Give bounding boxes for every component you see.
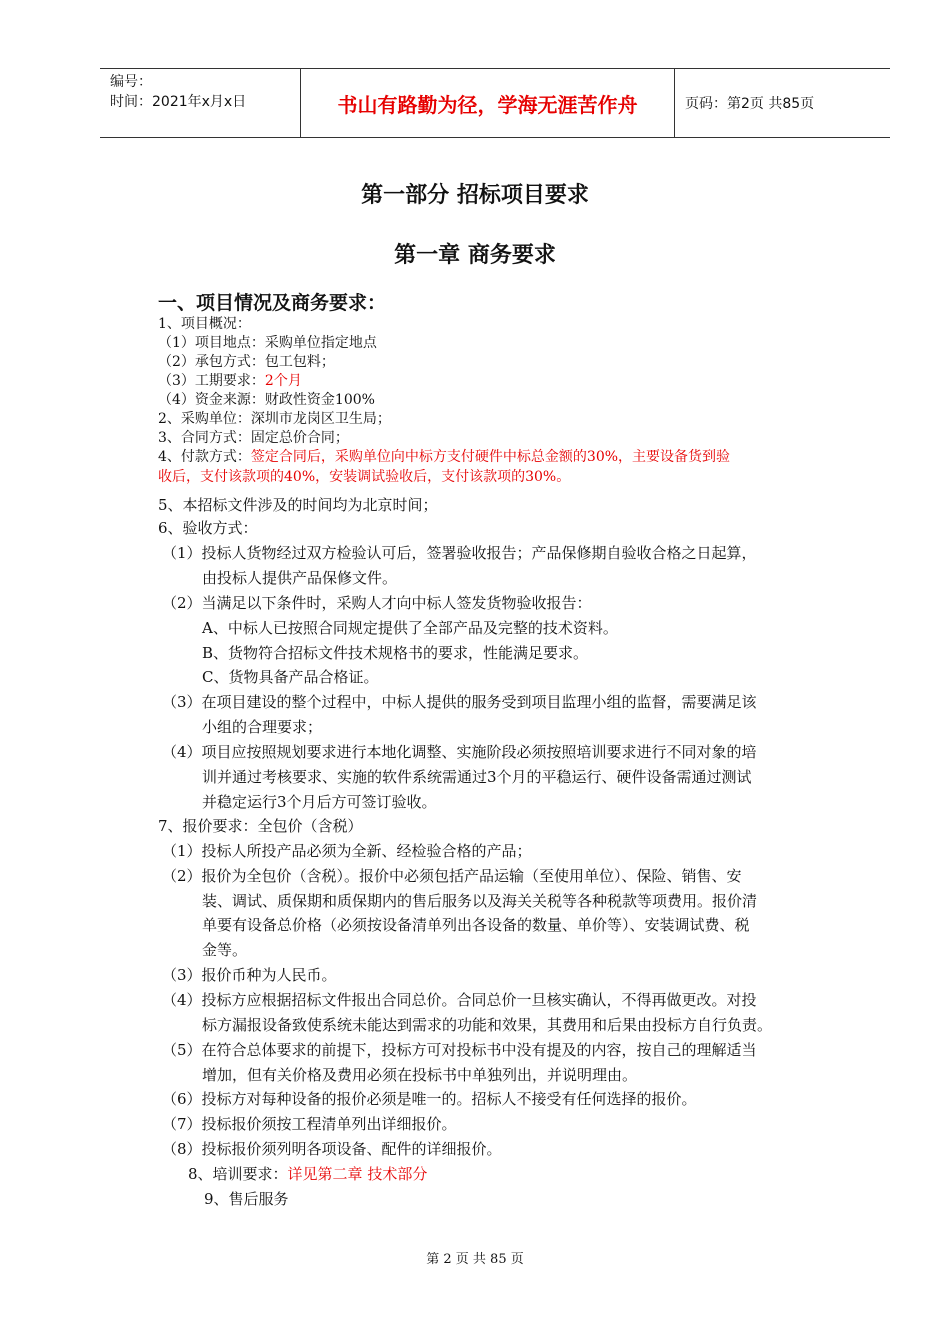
item-7-8: （8）投标报价须列明各项设备、配件的详细报价。 [162, 1140, 502, 1158]
item-7-4: （4）投标方应根据招标文件报出合同总价。合同总价一旦核实确认，不得再做更改。对投 [162, 991, 757, 1009]
item-6-4-cont2: 并稳定运行3个月后方可签订验收。 [202, 793, 437, 811]
item-7-6: （6）投标方对每种设备的报价必须是唯一的。招标人不接受有任何选择的报价。 [162, 1090, 697, 1108]
item-8 [188, 1163, 427, 1184]
item-7-1: （1）投标人所投产品必须为全新、经检验合格的产品； [162, 842, 532, 860]
item-7-2: （2）报价为全包价（含税）。报价中必须包括产品运输（至使用单位）、保险、销售、安 [162, 867, 742, 885]
item-4-label: 4、付款方式： [158, 449, 251, 465]
item-6-4: （4）项目应按照规划要求进行本地化调整、实施阶段必须按照培训要求进行不同对象的培 [162, 743, 757, 761]
page-footer: 第 2 页 共 85 页 [426, 1252, 524, 1267]
item-1-3-value: 2个月 [264, 373, 302, 389]
item-6-3-cont: 小组的合理要求； [202, 718, 323, 736]
header-page-label: 页码：第2页 共85页 [685, 96, 815, 112]
item-7-4-cont: 标方漏报设备致使系统未能达到需求的功能和效果，其费用和后果由投标方自行负责。 [202, 1016, 773, 1034]
item-7-2-cont1: 装、调试、质保期和质保期内的售后服务以及海关关税等各种税款等项费用。报价清 [202, 892, 758, 910]
part-title: 第一部分 招标项目要求 [361, 183, 589, 208]
item-2: 2、采购单位：深圳市龙岗区卫生局； [158, 411, 391, 427]
item-4-text: 签定合同后，采购单位向中标方支付硬件中标总金额的30%，主要设备货到验 [250, 449, 731, 465]
item-6-2-a: A、中标人已按照合同规定提供了全部产品及完整的技术资料。 [202, 619, 618, 637]
item-6-2-c: C、货物具备产品合格证。 [202, 668, 379, 686]
item-7-7: （7）投标报价须按工程清单列出详细报价。 [162, 1115, 457, 1133]
item-6-2-b: B、货物符合招标文件技术规格书的要求，性能满足要求。 [202, 644, 589, 662]
item-9: 9、售后服务 [204, 1190, 289, 1208]
item-6-4-cont1: 训并通过考核要求、实施的软件系统需通过3个月的平稳运行、硬件设备需通过测试 [202, 768, 752, 786]
item-7-2-cont3: 金等。 [202, 941, 248, 959]
item-8-value: 详见第二章 技术部分 [287, 1165, 428, 1183]
item-7-5-cont: 增加，但有关价格及费用必须在投标书中单独列出，并说明理由。 [202, 1066, 638, 1084]
time-label: 时间：2021年x月x日 [110, 94, 247, 110]
item-6-1-cont: 由投标人提供产品保修文件。 [202, 569, 398, 587]
page-header [100, 68, 890, 138]
header-meta [100, 69, 301, 137]
item-7-2-cont2: 单要有设备总价格（必须按设备清单列出各设备的数量、单价等）、安装调试费、税 [202, 916, 750, 934]
chapter-title: 第一章 商务要求 [394, 243, 556, 268]
item-7-5: （5）在符合总体要求的前提下，投标方可对投标书中没有提及的内容，按自己的理解适当 [162, 1041, 757, 1059]
item-1-2: （2）承包方式：包工包料； [158, 354, 335, 370]
item-6-3: （3）在项目建设的整个过程中，中标人提供的服务受到项目监理小组的监督，需要满足该 [162, 693, 757, 711]
item-1-3-label: （3）工期要求： [158, 373, 265, 389]
section-heading: 一、项目情况及商务要求： [158, 292, 387, 314]
item-1-4: （4）资金来源：财政性资金100% [158, 392, 375, 408]
item-4 [158, 446, 730, 466]
item-5: 5、本招标文件涉及的时间均为北京时间； [158, 496, 438, 514]
item-7: 7、报价要求：全包价（含税） [158, 817, 363, 835]
item-1: 1、项目概况： [158, 316, 251, 332]
item-7-3: （3）报价币种为人民币。 [162, 966, 337, 984]
header-motto: 书山有路勤为径，学海无涯苦作舟 [301, 69, 675, 137]
item-8-label: 8、培训要求： [188, 1165, 288, 1183]
item-1-1: （1）项目地点：采购单位指定地点 [158, 335, 377, 351]
item-3: 3、合同方式：固定总价合同； [158, 430, 349, 446]
item-6-1: （1）投标人货物经过双方检验认可后，签署验收报告；产品保修期自验收合格之日起算， [162, 544, 757, 562]
item-4-cont: 收后，支付该款项的40%，安装调试验收后，支付该款项的30%。 [158, 469, 571, 485]
item-6: 6、验收方式： [158, 519, 258, 537]
item-6-2: （2）当满足以下条件时，采购人才向中标人签发货物验收报告： [162, 594, 592, 612]
number-label: 编号： [110, 74, 152, 90]
item-1-3 [158, 370, 302, 390]
